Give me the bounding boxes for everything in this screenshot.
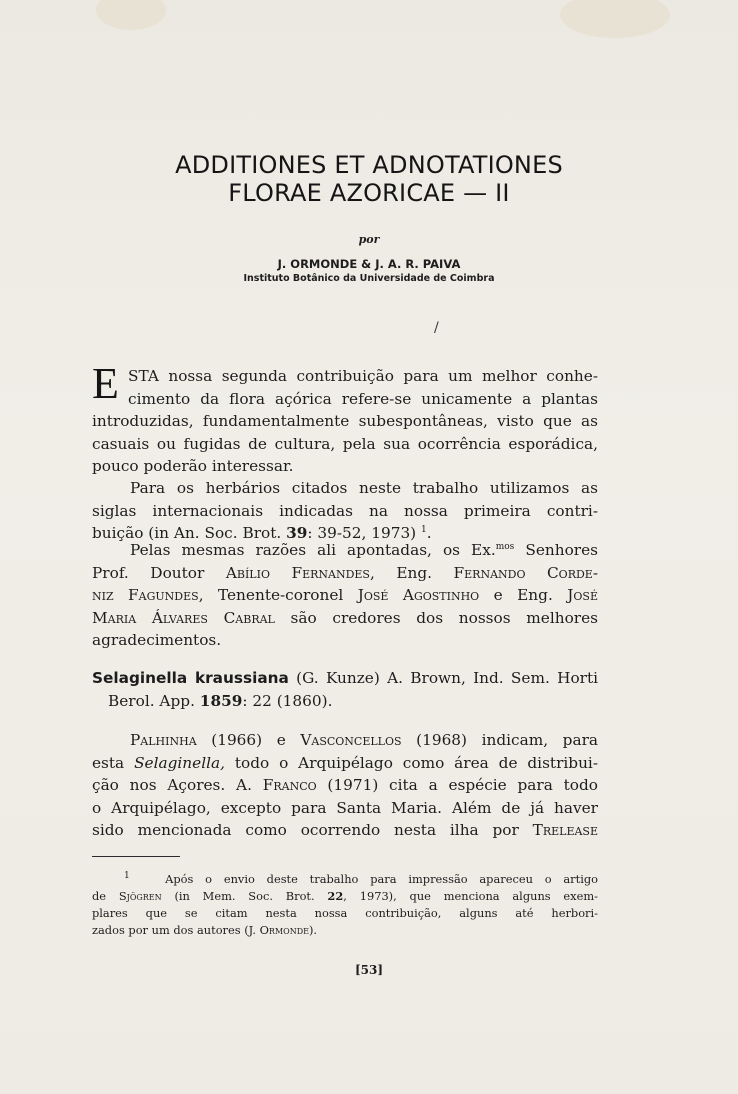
text-span: . <box>426 524 432 542</box>
person-name: Palhinha <box>130 731 197 749</box>
text-span: (1971) cita a espécie para todo <box>316 776 598 794</box>
text-span: Senhores <box>514 541 598 559</box>
text-span: de <box>92 889 119 903</box>
person-name: José <box>567 586 598 604</box>
text-line <box>92 562 598 585</box>
text-line: STA nossa segunda contribuição para um melhor conhe- <box>128 367 598 385</box>
text-line: siglas internacionais indicadas na nossa primeira contri- <box>92 501 598 520</box>
text-span: : 39-52, 1973) <box>307 524 422 542</box>
volume-number: 39 <box>286 524 308 542</box>
person-name: Sjögren <box>118 889 162 903</box>
text-span: Após o envio deste trabalho para impressão apareceu o artigo <box>165 872 598 886</box>
text-line <box>92 584 598 607</box>
text-line: casuais ou fugidas de cultura, pela sua ocorrência esporádica, <box>92 434 598 453</box>
text-line <box>92 819 598 842</box>
text-line <box>92 922 598 939</box>
footnote-marker: 1 <box>124 871 130 882</box>
person-name: José Agostinho <box>357 586 480 604</box>
person-name: Maria Álvares Cabral <box>92 608 275 627</box>
text-span: ). <box>308 923 318 937</box>
authors: J. ORMONDE & J. A. R. PAIVA <box>277 257 461 271</box>
volume-number: 22 <box>327 889 344 903</box>
pencil-mark: / <box>434 320 439 336</box>
text-span: , 1973), que menciona alguns exem- <box>343 889 598 903</box>
text-span: Berol. App. <box>108 691 200 710</box>
text-line: o Arquipélago, excepto para Santa Maria. Além de já haver <box>92 798 598 817</box>
text-line: pouco poderão interessar. <box>92 457 294 475</box>
text-span: Prof. Doutor <box>92 563 226 582</box>
text-line <box>92 729 598 752</box>
text-span: zados por um dos autores (J. <box>92 923 260 937</box>
thanks-paragraph <box>92 539 598 652</box>
text-span: , Eng. <box>369 563 454 582</box>
person-name: Franco <box>262 776 317 794</box>
title-line-2: FLORAE AZORICAE — II <box>228 179 510 207</box>
footnote <box>92 871 598 939</box>
text-span: Pelas mesmas razões ali apontadas, os Ex. <box>130 541 496 559</box>
text-span: são credores dos nossos melhores <box>274 608 598 627</box>
paper-stain <box>96 0 166 30</box>
page-number: [53] <box>354 963 384 977</box>
footnote-ref: 1 <box>421 524 427 535</box>
text-span: (G. Kunze) A. Brown, Ind. Sem. Horti <box>288 669 599 687</box>
text-span: ção nos Açores. A. <box>92 776 263 794</box>
text-span: e Eng. <box>479 586 568 604</box>
species-name: Selaginella kraussiana <box>92 669 289 687</box>
text-line <box>92 690 598 713</box>
person-name: Abílio Fernandes <box>225 563 370 582</box>
byline: por <box>358 233 380 246</box>
person-name: Fernando Corde- <box>453 563 599 582</box>
text-line: agradecimentos. <box>92 631 222 649</box>
text-span: (1966) e <box>196 731 301 749</box>
superscript: mos <box>495 541 515 552</box>
intro-paragraph <box>92 365 598 478</box>
text-span: : 22 (1860). <box>242 691 333 710</box>
herbaria-paragraph <box>92 477 598 545</box>
genus-italic: Selaginella, <box>134 753 225 772</box>
text-span: esta <box>92 753 135 772</box>
text-span: buição (in An. Soc. Brot. <box>92 524 287 542</box>
text-line <box>92 871 598 888</box>
affiliation: Instituto Botânico da Universidade de Coimbra <box>243 273 495 284</box>
text-line: cimento da flora açórica refere-se unicamente a plantas <box>128 389 598 408</box>
text-line <box>92 607 598 630</box>
paper-stain <box>560 0 670 38</box>
text-line <box>92 752 598 775</box>
text-span: sido mencionada como ocorrendo nesta ilha por <box>92 821 533 839</box>
person-name: Vasconcellos <box>300 731 402 749</box>
text-line: Para os herbários citados neste trabalho utilizamos as <box>130 479 598 497</box>
person-name: niz Fagundes <box>92 586 199 604</box>
footnote-rule <box>92 856 180 857</box>
distribution-paragraph <box>92 729 598 842</box>
year: 1859 <box>199 691 243 710</box>
text-line: plares que se citam nesta nossa contribuição, alguns até herbori- <box>92 906 598 920</box>
text-span: todo o Arquipélago como área de distribui- <box>224 753 598 772</box>
article-title <box>0 151 738 207</box>
person-name: Trelease <box>532 821 598 839</box>
text-line <box>92 774 598 797</box>
text-span: , Tenente-coronel <box>198 586 358 604</box>
drop-cap: E <box>92 359 119 408</box>
text-line <box>92 667 598 690</box>
text-line <box>92 539 598 562</box>
text-line <box>92 888 598 905</box>
title-line-1: ADDITIONES ET ADNOTATIONES <box>175 151 563 179</box>
text-span: (in Mem. Soc. Brot. <box>161 889 328 903</box>
person-name: Ormonde <box>259 923 309 937</box>
text-line: introduzidas, fundamentalmente subespontâneas, visto que as <box>92 412 598 430</box>
text-span: (1968) indicam, para <box>401 731 598 749</box>
species-heading <box>92 667 598 712</box>
